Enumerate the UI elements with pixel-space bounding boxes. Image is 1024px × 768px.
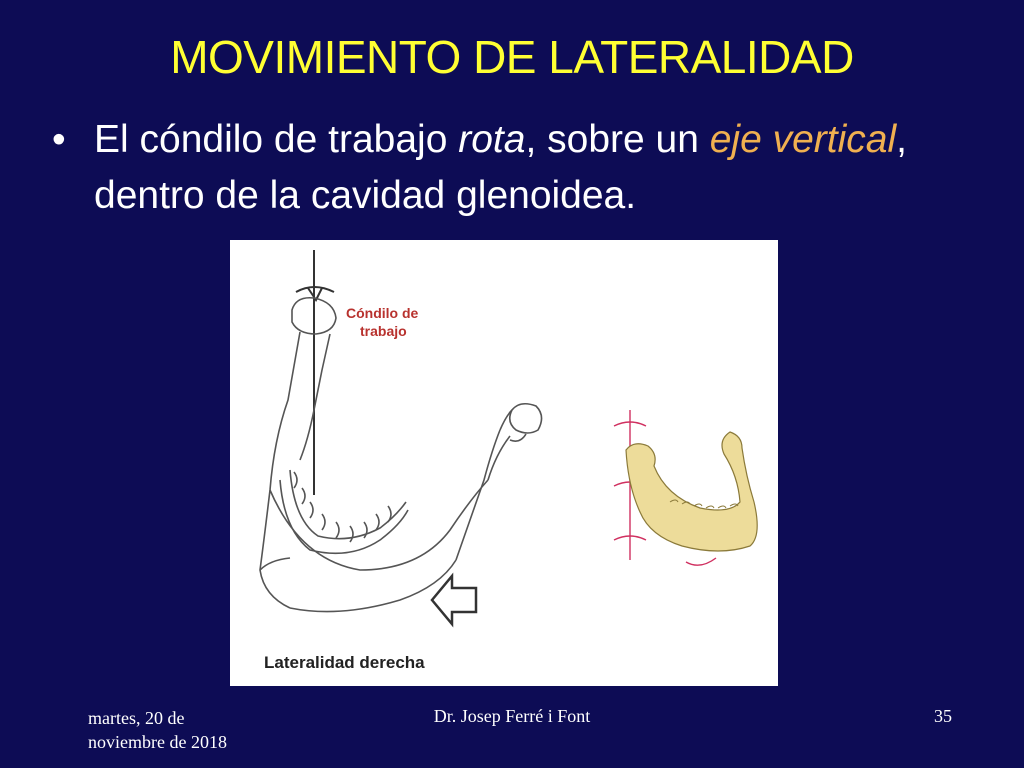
condyle-label-line2: trabajo [360, 323, 407, 339]
bullet-text-part5: , dentro de la cavidad glenoidea. [94, 118, 907, 217]
footer-page-number: 35 [934, 706, 952, 726]
bullet-point [52, 112, 972, 224]
bullet-text-part3: , sobre un [525, 118, 710, 161]
footer-date-line2: noviembre de 2018 [88, 732, 227, 752]
bullet-text-eje-vertical: eje vertical [709, 118, 897, 161]
movement-arrow-icon [432, 576, 476, 624]
condyle-label-line1: Cóndilo de [346, 305, 419, 321]
bullet-text-part1: El cóndilo de trabajo [94, 118, 459, 161]
mandible-illustration [230, 240, 778, 686]
bullet-marker: • [52, 118, 66, 161]
footer-date-line1: martes, 20 de [88, 708, 185, 728]
slide-title: MOVIMIENTO DE LATERALIDAD [170, 31, 854, 83]
footer-author: Dr. Josep Ferré i Font [433, 706, 591, 726]
bullet-text-rota: rota [458, 118, 526, 161]
figure-caption: Lateralidad derecha [264, 653, 425, 672]
mandible-color-drawing [614, 410, 757, 565]
bullet-text [94, 112, 972, 224]
mandible-figure [230, 240, 778, 686]
